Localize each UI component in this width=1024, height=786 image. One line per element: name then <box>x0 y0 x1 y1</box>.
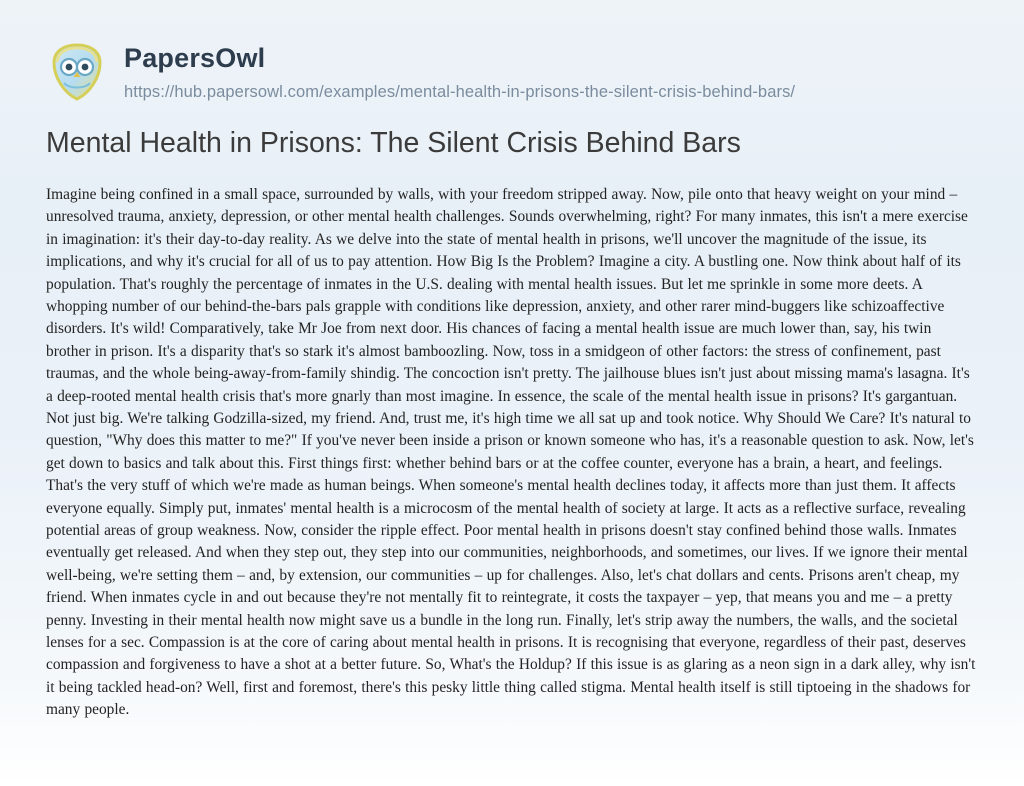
article-body: Imagine being confined in a small space, surrounded by walls, with your freedom stripped away. Now, pile onto that heavy weight on your mind – unresolved trauma, anxiety, depression, or other mental health challenges. Sounds overwhelming, right? For many inmates, this isn't a mere exercise in imagination: it's their day-to-day reality. As we delve into the state of mental health in prisons, we'll uncover the magnitude of the issue, its implications, and why it's crucial for all of us to pay attention. How Big Is the Problem? Imagine a city. A bustling one. Now think about half of its population. That's roughly the percentage of inmates in the U.S. dealing with mental health issues. But let me sprinkle in some more deets. A whopping number of our behind-the-bars pals grapple with conditions like depression, anxiety, and other rarer mind-buggers like schizoaffective disorders. It's wild! Comparatively, take Mr Joe from next door. His chances of facing a mental health issue are much lower than, say, his twin brother in prison. It's a disparity that's so stark it's almost bamboozling. Now, toss in a smidgeon of other factors: the stress of confinement, past traumas, and the whole being-away-from-family shindig. The concoction isn't pretty. The jailhouse blues isn't just about missing mama's lasagna. It's a deep-rooted mental health crisis that's more gnarly than most imagine. In essence, the scale of the mental health issue in prisons? It's gargantuan. Not just big. We're talking Godzilla-sized, my friend. And, trust me, it's high time we all sat up and took notice. Why Should We Care? It's natural to question, "Why does this matter to me?" If you've never been inside a prison or known someone who has, it's a reasonable question to ask. Now, let's get down to basics and talk about this. First things first: whether behind bars or at the coffee counter, everyone has a brain, a heart, and feelings. That's the very stuff of which we're made as human beings. When someone's mental health declines today, it affects more than just them. It affects everyone equally. Simply put, inmates' mental health is a microcosm of the mental health of society at large. It acts as a reflective surface, revealing potential areas of group weakness. Now, consider the ripple effect. Poor mental health in prisons doesn't stay confined behind those walls. Inmates eventually get released. And when they step out, they step into our communities, neighborhoods, and sometimes, our lives. If we ignore their mental well-being, we're setting them – and, by extension, our communities – up for challenges. Also, let's chat dollars and cents. Prisons aren't cheap, my friend. When inmates cycle in and out because they're not mentally fit to reintegrate, it costs the taxpayer – yep, that means you and me – a pretty penny. Investing in their mental health now might save us a bundle in the long run. Finally, let's strip away the numbers, the walls, and the societal lenses for a sec. Compassion is at the core of caring about mental health in prisons. It is recognising that everyone, regardless of their past, deserves compassion and forgiveness to have a shot at a better future. So, What's the Holdup? If this issue is as glaring as a neon sign in a dark alley, why isn't it being tackled head-on? Well, first and foremost, there's this pesky little thing called stigma. Mental health itself is still tiptoeing in the shadows for many people. <box>46 185 976 719</box>
page-url[interactable]: https://hub.papersowl.com/examples/mental-health-in-prisons-the-silent-crisis-behind-bars/ <box>124 82 796 101</box>
article <box>0 96 1024 722</box>
brand-block <box>124 42 795 102</box>
brand-name: PapersOwl <box>124 43 266 74</box>
page-title: Mental Health in Prisons: The Silent Crisis Behind Bars <box>46 127 741 159</box>
site-header <box>0 0 1024 101</box>
owl-logo-icon <box>46 41 108 103</box>
